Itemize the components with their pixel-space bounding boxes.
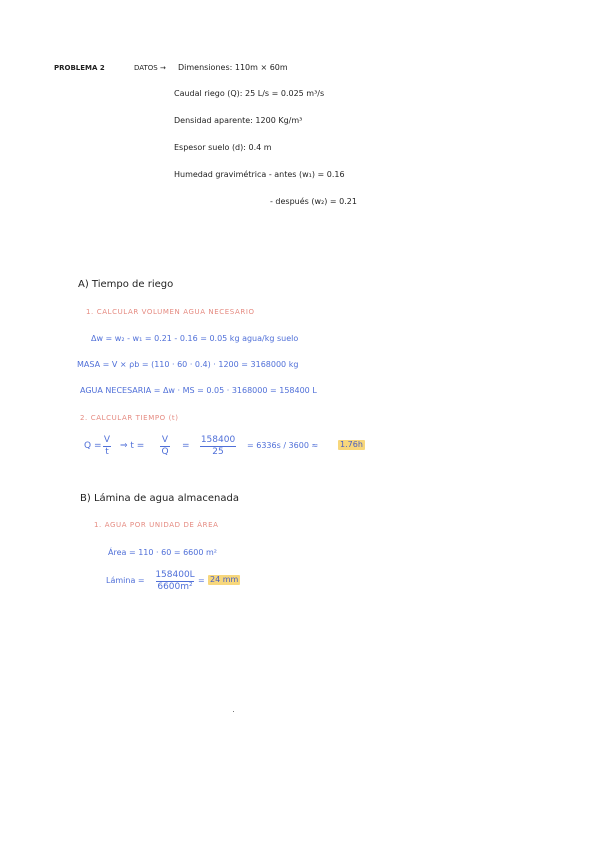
- section-a-title: A) Tiempo de riego: [78, 279, 174, 290]
- lamina-numerator: 158400L: [155, 570, 195, 580]
- fraction-lamina: [156, 571, 194, 592]
- dimensions-text: Dimensiones: 110m × 60m: [178, 63, 288, 72]
- fraction-q: Q: [161, 447, 169, 457]
- lamina-equals: =: [198, 576, 205, 585]
- step-2-heading: 2. CALCULAR TIEMPO (t): [80, 414, 179, 422]
- flow-text: Caudal riego (Q): 25 L/s = 0.025 m³/s: [174, 89, 325, 98]
- delta-w-equation: Δw = w₂ - w₁ = 0.21 - 0.16 = 0.05 kg agua/kg suelo: [91, 334, 299, 343]
- formula-q-label: Q =: [84, 441, 102, 451]
- equals-sign: =: [182, 441, 190, 451]
- step-b1-heading: 1. AGUA POR UNIDAD DE ÁREA: [94, 521, 219, 529]
- problem-label: PROBLEMA 2: [54, 64, 105, 72]
- fraction-158400-over-25: [200, 436, 236, 457]
- fraction-v2: V: [161, 435, 169, 445]
- time-result-highlight: 1.76h: [340, 440, 363, 449]
- fraction-v: V: [103, 435, 111, 445]
- mass-equation: MASA = V × ρb = (110 · 60 · 0.4) · 1200 = 3168000 kg: [77, 360, 299, 369]
- density-text: Densidad aparente: 1200 Kg/m³: [174, 116, 303, 125]
- seconds-to-hours: = 6336s / 3600 ≈: [247, 441, 319, 450]
- humidity-before-text: Humedad gravimétrica - antes (w₁) = 0.16: [174, 170, 345, 179]
- section-b-title: B) Lámina de agua almacenada: [80, 493, 239, 504]
- area-equation: Área = 110 · 60 = 6600 m²: [108, 548, 217, 557]
- data-label: DATOS →: [134, 64, 166, 72]
- fraction-v-over-q: [160, 436, 170, 457]
- step-1-heading: 1. CALCULAR VOLUMEN AGUA NECESARIO: [86, 308, 255, 316]
- fraction-v-over-t: [103, 436, 111, 457]
- fraction-t: t: [105, 447, 109, 457]
- lamina-denominator: 6600m²: [157, 582, 193, 592]
- water-needed-equation: AGUA NECESARIA = Δw · MS = 0.05 · 3168000 = 158400 L: [80, 386, 317, 395]
- lamina-result-highlight: 24 mm: [210, 575, 239, 584]
- lamina-label: Lámina =: [106, 576, 145, 585]
- numerator-158400: 158400: [200, 435, 236, 445]
- humidity-after-text: - después (w₂) = 0.21: [270, 197, 357, 206]
- implies-arrow: ⇒ t =: [120, 441, 145, 451]
- denominator-25: 25: [212, 447, 224, 457]
- stray-ink-dot: [233, 711, 234, 712]
- thickness-text: Espesor suelo (d): 0.4 m: [174, 143, 272, 152]
